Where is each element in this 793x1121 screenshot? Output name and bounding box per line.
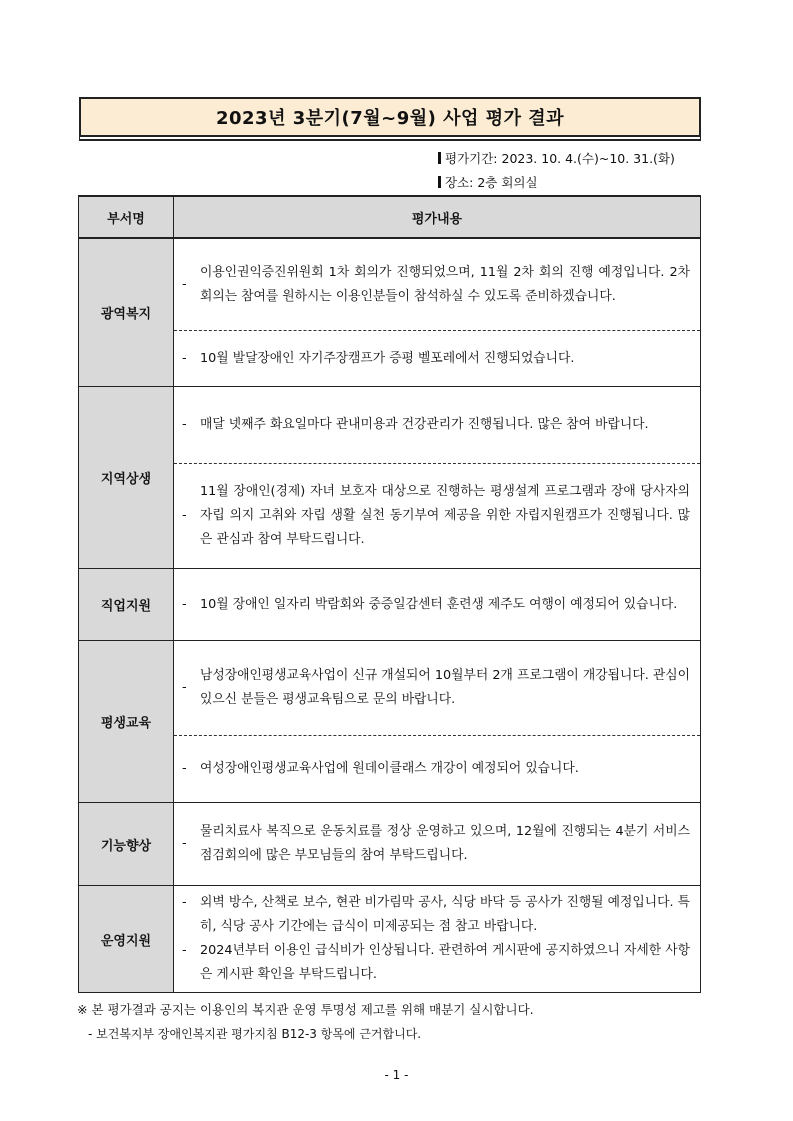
bullet-bar <box>438 152 441 164</box>
list-item <box>174 736 700 802</box>
evaluation-place <box>438 173 538 191</box>
evaluation-period <box>438 149 675 167</box>
item-text: 10월 발달장애인 자기주장캠프가 증평 벨포레에서 진행되었습니다. <box>200 350 575 366</box>
table-row <box>79 641 701 803</box>
content-cell <box>174 238 701 387</box>
department-name: 평생교육 <box>79 641 174 803</box>
evaluation-table <box>78 195 701 993</box>
item-text: 외벽 방수, 산책로 보수, 현관 비가림막 공사, 식당 바닥 등 공사가 진행될 예정입니다. 특히, 식당 공사 기간에는 급식이 미제공되는 점 참고 바랍니다. <box>200 895 690 934</box>
list-item <box>174 569 700 640</box>
table-row <box>79 238 701 387</box>
item-text: 여성장애인평생교육사업에 원데이클래스 개강이 예정되어 있습니다. <box>200 761 579 776</box>
header-content: 평가내용 <box>174 196 701 238</box>
item-text: 11월 장애인(경제) 자녀 보호자 대상으로 진행하는 평생설계 프로그램과 장애 당사자의 자립 의지 고취와 자립 생활 실천 동기부여 제공을 위한 자립지원캠프가 진행됩니다. 많은 관심과 참여 부탁드립니다. <box>200 484 690 547</box>
page-number: - 1 - <box>384 1068 409 1082</box>
item-text: 10월 장애인 일자리 박람회와 중증일감센터 훈련생 제주도 여행이 예정되어 있습니다. <box>200 596 678 612</box>
table-row <box>79 569 701 641</box>
dash-marker: - <box>182 943 187 958</box>
table-row <box>79 387 701 569</box>
department-name: 운영지원 <box>79 886 174 993</box>
department-name: 광역복지 <box>79 238 174 387</box>
department-name: 기능향상 <box>79 803 174 886</box>
evaluation-place-text: 장소: 2층 회의실 <box>445 175 538 190</box>
bullet-bar <box>438 176 441 188</box>
footnote-basis: - 보건복지부 장애인복지관 평가지침 B12-3 항목에 근거합니다. <box>88 1027 422 1041</box>
department-name: 직업지원 <box>79 569 174 641</box>
table-header-row <box>79 196 701 238</box>
content-cell <box>174 569 701 641</box>
list-item <box>174 886 700 992</box>
dash-marker: - <box>182 596 187 612</box>
table-row <box>79 803 701 886</box>
item-text: 물리치료사 복직으로 운동치료를 정상 운영하고 있으며, 12월에 진행되는 4분기 서비스점검회의에 많은 부모님들의 참여 부탁드립니다. <box>200 824 690 863</box>
header-department: 부서명 <box>79 196 174 238</box>
list-item <box>174 641 700 736</box>
content-cell <box>174 641 701 803</box>
item-text: 이용인권익증진위원회 1차 회의가 진행되었으며, 11월 2차 회의 진행 예정입니다. 2차 회의는 참여를 원하시는 이용인분들이 참석하실 수 있도록 준비하겠습니다. <box>200 264 690 304</box>
item-text: 매달 넷째주 화요일마다 관내미용과 건강관리가 진행됩니다. 많은 참여 바랍니다. <box>200 417 649 432</box>
list-item <box>174 387 700 464</box>
content-cell <box>174 387 701 569</box>
bullet-line <box>182 891 690 939</box>
table-row <box>79 886 701 993</box>
dash-marker: - <box>182 895 187 910</box>
content-cell <box>174 886 701 993</box>
list-item <box>174 239 700 331</box>
list-item <box>174 331 700 386</box>
dash-marker: - <box>182 417 187 432</box>
list-item <box>174 464 700 568</box>
document-title: 2023년 3분기(7월~9월) 사업 평가 결과 <box>79 97 701 137</box>
content-cell <box>174 803 701 886</box>
bullet-line <box>182 939 690 987</box>
item-text: 2024년부터 이용인 급식비가 인상됩니다. 관련하여 게시판에 공지하였으니 자세한 사항은 게시판 확인을 부탁드립니다. <box>200 943 690 982</box>
evaluation-period-text: 평가기간: 2023. 10. 4.(수)~10. 31.(화) <box>445 151 675 166</box>
item-text: 남성장애인평생교육사업이 신규 개설되어 10월부터 2개 프로그램이 개강됩니다. 관심이 있으신 분들은 평생교육팀으로 문의 바랍니다. <box>200 668 690 707</box>
list-item <box>174 803 700 885</box>
department-name: 지역상생 <box>79 387 174 569</box>
dash-marker: - <box>182 761 187 776</box>
footnote-purpose: ※ 본 평가결과 공지는 이용인의 복지관 운영 투명성 제고를 위해 매분기 실시합니다. <box>77 1002 534 1017</box>
dash-marker: - <box>182 276 187 292</box>
dash-marker: - <box>182 508 187 523</box>
dash-marker: - <box>182 836 187 851</box>
title-underline <box>79 140 701 141</box>
dash-marker: - <box>182 350 187 366</box>
dash-marker: - <box>182 680 187 695</box>
